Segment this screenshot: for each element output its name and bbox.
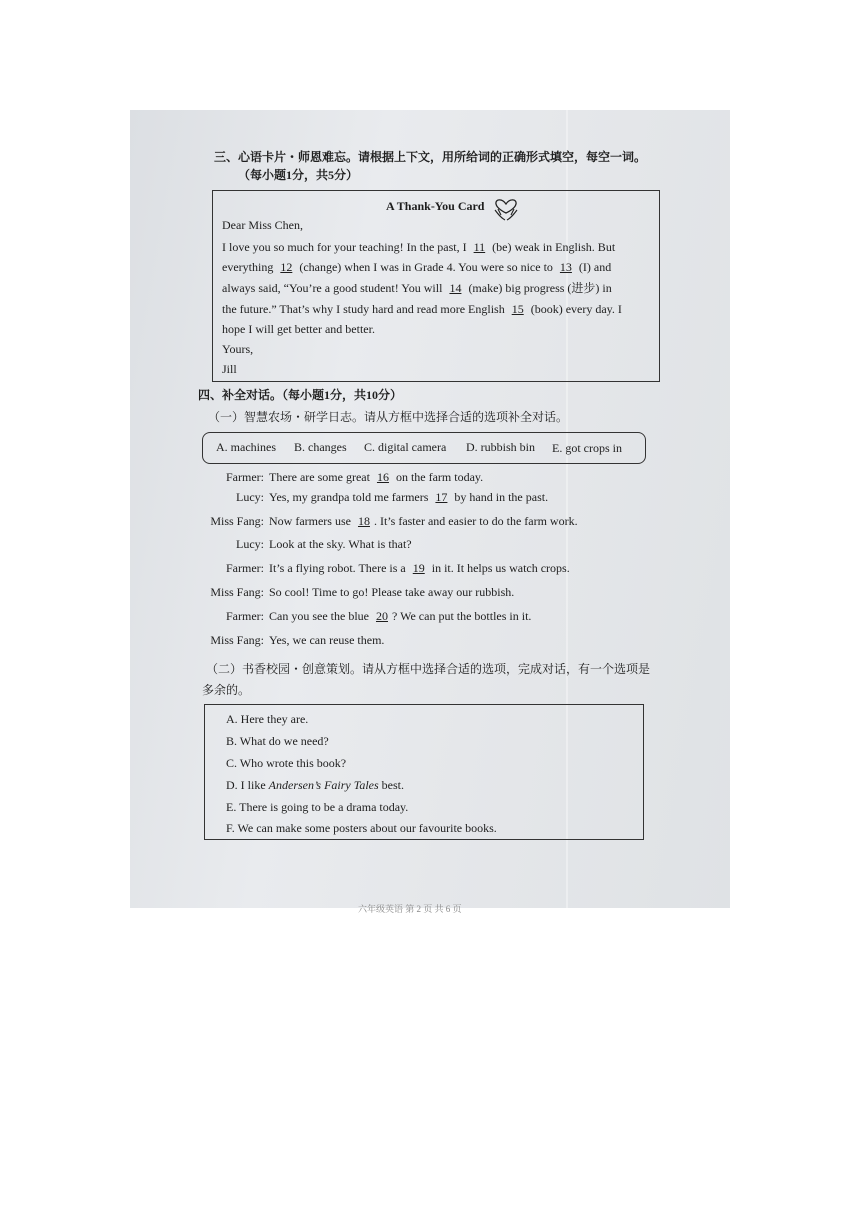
option2-e: E. There is going to be a drama today.: [226, 800, 409, 814]
section4-heading: 四、补全对话。（每小题1分，共10分）: [198, 388, 403, 402]
card-signature: Jill: [222, 362, 237, 376]
card-text: (I) and: [578, 260, 612, 274]
blank-20: 20: [375, 609, 388, 623]
dialogue-text: Yes, my grandpa told me farmers: [269, 490, 429, 504]
option-c: C. digital camera: [364, 440, 447, 454]
part2-heading-cont: 多余的。: [202, 683, 251, 697]
option-e: E. got crops in: [552, 441, 622, 455]
option-a: A. machines: [216, 440, 276, 454]
blank-13: 13: [559, 260, 572, 274]
card-text: always said, “You’re a good student! You will: [222, 281, 443, 295]
blank-11: 11: [473, 240, 486, 254]
card-text: (make) big progress (进步) in: [468, 281, 612, 295]
card-line-5: hope I will get better and better.: [222, 322, 375, 336]
card-line-1: [222, 240, 615, 254]
dialogue-line: [200, 470, 483, 484]
option2-a: A. Here they are.: [226, 712, 309, 726]
card-line-4: [222, 302, 622, 316]
dialogue-text: by hand in the past.: [454, 490, 549, 504]
part1-heading: （一）智慧农场・研学日志。请从方框中选择合适的选项补全对话。: [208, 410, 569, 424]
card-title: A Thank-You Card: [386, 199, 485, 213]
dialogue-line: [200, 537, 412, 551]
dialogue-text: ? We can put the bottles in it.: [391, 609, 532, 623]
card-text: (book) every day. I: [530, 302, 622, 316]
blank-16: 16: [376, 470, 389, 484]
speaker: Farmer:: [226, 609, 264, 623]
option2-d-text: D. I like: [226, 778, 266, 792]
card-text: (change) when I was in Grade 4. You were so nice to: [299, 260, 553, 274]
option2-d: [226, 778, 404, 792]
dialogue-text: Look at the sky. What is that?: [269, 537, 412, 551]
part2-heading: （二）书香校园・创意策划。请从方框中选择合适的选项，完成对话，有一个选项是: [206, 662, 651, 676]
card-text: I love you so much for your teaching! In the past, I: [222, 240, 467, 254]
blank-12: 12: [280, 260, 293, 274]
dialogue-text: Yes, we can reuse them.: [269, 633, 385, 647]
dialogue-line: [200, 585, 514, 599]
dialogue-text: It’s a flying robot. There is a: [269, 561, 406, 575]
card-text: the future.” That’s why I study hard and read more English: [222, 302, 505, 316]
dialogue-text: . It’s faster and easier to do the farm work.: [373, 514, 578, 528]
option-b: B. changes: [294, 440, 347, 454]
section3-points: （每小题1分，共5分）: [238, 168, 359, 182]
dialogue-text: Now farmers use: [269, 514, 351, 528]
dialogue-line: [200, 490, 548, 504]
blank-15: 15: [511, 302, 524, 316]
card-closing: Yours,: [222, 342, 254, 356]
option2-b: B. What do we need?: [226, 734, 329, 748]
page-footer: 六年级英语 第 2 页 共 6 页: [358, 904, 462, 914]
speaker: Lucy:: [236, 490, 264, 504]
dialogue-text: So cool! Time to go! Please take away our rubbish.: [269, 585, 515, 599]
dialogue-text: There are some great: [269, 470, 370, 484]
dialogue-text: in it. It helps us watch crops.: [431, 561, 570, 575]
speaker: Farmer:: [226, 470, 264, 484]
heart-hands-icon: [492, 190, 520, 224]
card-text: (be) weak in English. But: [492, 240, 616, 254]
option2-f: F. We can make some posters about our favourite books.: [226, 821, 497, 835]
exam-paper: [130, 110, 730, 914]
dialogue-text: on the farm today.: [395, 470, 484, 484]
blank-19: 19: [412, 561, 425, 575]
card-text: everything: [222, 260, 274, 274]
card-line-2: [222, 260, 611, 274]
blank-17: 17: [435, 490, 448, 504]
card-greeting: Dear Miss Chen,: [222, 218, 303, 232]
section3-heading: 三、心语卡片・师恩难忘。请根据上下文，用所给词的正确形式填空，每空一词。: [214, 150, 647, 164]
speaker: Lucy:: [236, 537, 264, 551]
dialogue-line: [200, 633, 384, 647]
dialogue-line: [200, 561, 570, 575]
book-title: Andersen’s Fairy Tales: [268, 778, 379, 792]
speaker: Miss Fang:: [210, 585, 264, 599]
dialogue-line: [200, 609, 531, 623]
dialogue-text: Can you see the blue: [269, 609, 369, 623]
option2-c: C. Who wrote this book?: [226, 756, 347, 770]
dialogue-line: [200, 514, 578, 528]
blank-14: 14: [449, 281, 462, 295]
option2-d-end: best.: [381, 778, 405, 792]
card-line-3: [222, 281, 612, 295]
speaker: Farmer:: [226, 561, 264, 575]
option-d: D. rubbish bin: [466, 440, 535, 454]
blank-18: 18: [357, 514, 370, 528]
speaker: Miss Fang:: [210, 514, 264, 528]
speaker: Miss Fang:: [210, 633, 264, 647]
